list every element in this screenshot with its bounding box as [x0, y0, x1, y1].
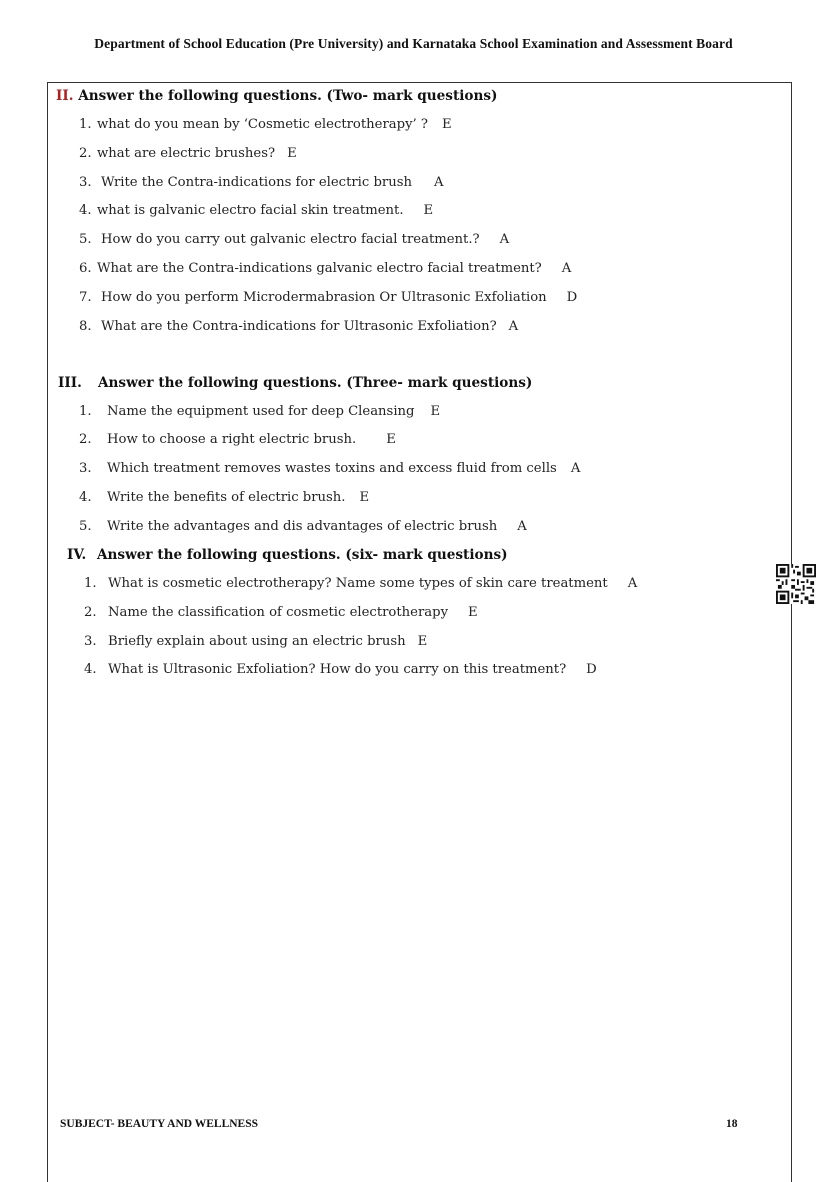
item-number: 8.: [79, 319, 92, 334]
list-item: [84, 634, 427, 649]
difficulty-level: E: [359, 490, 370, 505]
item-number: 5.: [79, 232, 92, 247]
item-text: what do you mean by ‘Cosmetic electrotherapy’ ?: [97, 117, 428, 132]
difficulty-level: A: [561, 261, 572, 276]
item-text: How do you perform Microdermabrasion Or Ultrasonic Exfoliation: [101, 290, 547, 305]
difficulty-level: E: [287, 146, 297, 161]
list-item: [79, 319, 518, 334]
list-item: [79, 490, 369, 505]
section-2-roman: II.: [56, 88, 74, 104]
section-2-title: Answer the following questions. (Two- mark questions): [78, 88, 498, 104]
item-number: 2.: [79, 432, 92, 447]
item-number: 3.: [84, 634, 97, 649]
list-item: [79, 117, 452, 132]
item-text: what is galvanic electro facial skin treatment.: [97, 203, 404, 218]
footer-subject: SUBJECT- BEAUTY AND WELLNESS: [60, 1118, 259, 1130]
item-text: Briefly explain about using an electric brush: [108, 634, 406, 649]
difficulty-level: A: [570, 461, 581, 476]
list-item: [84, 605, 478, 620]
item-text: How do you carry out galvanic electro facial treatment.?: [101, 232, 480, 247]
difficulty-level: A: [499, 232, 510, 247]
item-number: 1.: [79, 404, 92, 419]
item-text: Name the equipment used for deep Cleansing: [107, 404, 415, 419]
item-text: Write the benefits of electric brush.: [107, 490, 346, 505]
item-number: 1.: [79, 117, 92, 132]
difficulty-level: A: [627, 576, 638, 591]
list-item: [84, 576, 637, 591]
list-item: [84, 662, 597, 677]
item-number: 5.: [79, 519, 92, 534]
item-number: 4.: [84, 662, 97, 677]
difficulty-level: A: [433, 175, 444, 190]
item-text: What are the Contra-indications for Ultrasonic Exfoliation?: [101, 319, 497, 334]
item-number: 4.: [79, 203, 92, 218]
content-frame: [47, 82, 792, 1182]
difficulty-level: E: [417, 634, 428, 649]
list-item: [79, 404, 440, 419]
item-number: 4.: [79, 490, 92, 505]
list-item: [79, 175, 444, 190]
difficulty-level: A: [517, 519, 527, 534]
list-item: [79, 290, 577, 305]
list-item: [79, 146, 297, 161]
section-2-heading: [56, 88, 497, 104]
item-number: 7.: [79, 290, 92, 305]
list-item: [79, 232, 509, 247]
item-text: What are the Contra-indications galvanic electro facial treatment?: [97, 261, 542, 276]
difficulty-level: E: [430, 404, 441, 419]
item-text: Name the classification of cosmetic electrotherapy: [108, 605, 449, 620]
item-text: Which treatment removes wastes toxins and excess fluid from cells: [107, 461, 557, 476]
item-text: What is Ultrasonic Exfoliation? How do you carry on this treatment?: [108, 662, 567, 677]
list-item: [79, 461, 580, 476]
item-number: 2.: [79, 146, 92, 161]
difficulty-level: E: [386, 432, 396, 447]
item-text: How to choose a right electric brush.: [107, 432, 357, 447]
section-3-heading: [58, 375, 532, 391]
list-item: [79, 432, 396, 447]
item-number: 2.: [84, 605, 97, 620]
difficulty-level: D: [566, 290, 578, 305]
item-number: 3.: [79, 461, 92, 476]
difficulty-level: E: [423, 203, 434, 218]
item-text: Write the advantages and dis advantages of electric brush: [107, 519, 498, 534]
difficulty-level: E: [468, 605, 478, 620]
section-4-roman: IV.: [67, 547, 87, 563]
difficulty-level: E: [441, 117, 452, 132]
difficulty-level: D: [586, 662, 597, 677]
list-item: [79, 519, 527, 534]
footer-page-number: 18: [726, 1118, 738, 1130]
section-4-title: Answer the following questions. (six- mark questions): [97, 547, 508, 563]
section-4-heading: [67, 547, 508, 563]
item-text: what are electric brushes?: [97, 146, 276, 161]
list-item: [79, 261, 571, 276]
item-text: What is cosmetic electrotherapy? Name some types of skin care treatment: [108, 576, 608, 591]
section-3-title: Answer the following questions. (Three- mark questions): [98, 375, 533, 391]
page-header: Department of School Education (Pre University) and Karnataka School Examination and Assessment Board: [94, 36, 733, 51]
qr-code-icon: [776, 564, 816, 604]
item-number: 1.: [84, 576, 97, 591]
difficulty-level: A: [508, 319, 519, 334]
item-number: 6.: [79, 261, 92, 276]
item-number: 3.: [79, 175, 92, 190]
list-item: [79, 203, 433, 218]
section-3-roman: III.: [58, 375, 82, 391]
item-text: Write the Contra-indications for electric brush: [101, 175, 412, 190]
